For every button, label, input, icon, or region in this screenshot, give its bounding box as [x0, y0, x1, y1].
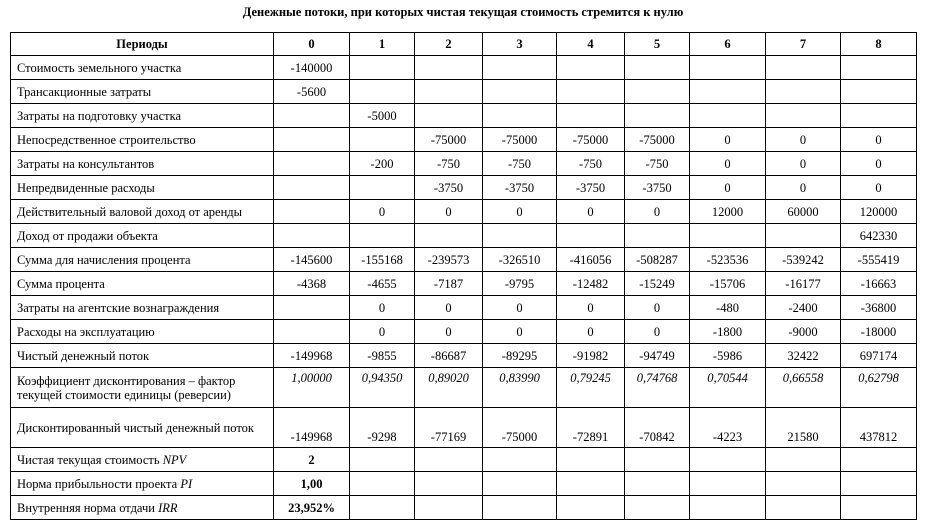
table-cell: -5600 [274, 80, 350, 104]
empty-cell [841, 448, 917, 472]
summary-value: 2 [274, 448, 350, 472]
table-cell: -140000 [274, 56, 350, 80]
table-row [11, 128, 917, 152]
table-cell [625, 80, 690, 104]
empty-cell [483, 448, 557, 472]
table-cell [690, 224, 766, 248]
table-cell: -155168 [350, 248, 415, 272]
table-cell: -36800 [841, 296, 917, 320]
table-cell: 0 [766, 152, 841, 176]
table-cell [483, 56, 557, 80]
table-row [11, 104, 917, 128]
table-cell: 0,83990 [483, 368, 557, 408]
table-cell: 0 [557, 320, 625, 344]
discount-factor-row [11, 368, 917, 408]
table-cell: -4368 [274, 272, 350, 296]
row-label: Непосредственное строительство [11, 128, 274, 152]
table-cell [766, 224, 841, 248]
table-cell: 0 [483, 200, 557, 224]
table-cell: 0 [350, 296, 415, 320]
table-cell [274, 224, 350, 248]
table-cell: 0 [841, 128, 917, 152]
summary-label-text: Чистая текущая стоимость [17, 452, 163, 467]
summary-value: 1,00 [274, 472, 350, 496]
header-period: 0 [274, 33, 350, 56]
table-cell: 437812 [841, 408, 917, 448]
table-cell: -15249 [625, 272, 690, 296]
header-periods: Периоды [11, 33, 274, 56]
table-cell [483, 104, 557, 128]
table-cell: 0 [557, 296, 625, 320]
table-row [11, 200, 917, 224]
empty-cell [557, 496, 625, 520]
table-cell: 0 [350, 200, 415, 224]
table-cell: -750 [415, 152, 483, 176]
table-cell: -5000 [350, 104, 415, 128]
summary-label-text: Внутренняя норма отдачи [17, 500, 159, 515]
row-label: Стоимость земельного участка [11, 56, 274, 80]
table-cell [350, 128, 415, 152]
table-cell: -16177 [766, 272, 841, 296]
table-cell: 0 [483, 320, 557, 344]
row-label: Сумма для начисления процента [11, 248, 274, 272]
table-cell: 642330 [841, 224, 917, 248]
table-cell: 120000 [841, 200, 917, 224]
table-cell [415, 80, 483, 104]
empty-cell [350, 472, 415, 496]
empty-cell [415, 448, 483, 472]
table-cell: 697174 [841, 344, 917, 368]
table-cell [766, 80, 841, 104]
table-cell [625, 224, 690, 248]
empty-cell [690, 472, 766, 496]
empty-cell [690, 496, 766, 520]
table-cell: 60000 [766, 200, 841, 224]
header-row [11, 33, 917, 56]
table-cell: -326510 [483, 248, 557, 272]
table-cell: -555419 [841, 248, 917, 272]
table-cell: -7187 [415, 272, 483, 296]
table-cell [350, 56, 415, 80]
table-cell [841, 104, 917, 128]
table-cell: -15706 [690, 272, 766, 296]
table-cell: -18000 [841, 320, 917, 344]
table-cell: -3750 [483, 176, 557, 200]
table-cell [274, 200, 350, 224]
table-cell: 0,89020 [415, 368, 483, 408]
table-cell: -9298 [350, 408, 415, 448]
table-cell: -145600 [274, 248, 350, 272]
table-row [11, 248, 917, 272]
summary-label-text: Норма прибыльности проекта [17, 476, 181, 491]
empty-cell [625, 496, 690, 520]
table-cell: -480 [690, 296, 766, 320]
empty-cell [415, 472, 483, 496]
empty-cell [690, 448, 766, 472]
empty-cell [841, 472, 917, 496]
cash-flow-table [10, 32, 917, 520]
table-cell [557, 104, 625, 128]
table-cell: -200 [350, 152, 415, 176]
table-cell: 0 [350, 320, 415, 344]
row-label: Трансакционные затраты [11, 80, 274, 104]
table-cell: 0 [557, 200, 625, 224]
table-cell [350, 176, 415, 200]
summary-label-abbr: PI [180, 476, 193, 491]
table-cell: 0 [415, 200, 483, 224]
table-cell [274, 104, 350, 128]
table-cell: -5986 [690, 344, 766, 368]
table-cell: 0 [415, 320, 483, 344]
summary-row [11, 448, 917, 472]
table-cell: -70842 [625, 408, 690, 448]
table-cell: -75000 [415, 128, 483, 152]
empty-cell [350, 448, 415, 472]
table-cell [557, 224, 625, 248]
header-period: 7 [766, 33, 841, 56]
table-cell: -86687 [415, 344, 483, 368]
table-row [11, 176, 917, 200]
table-title: Денежные потоки, при которых чистая текущая стоимость стремится к нулю [242, 5, 684, 19]
table-cell [415, 104, 483, 128]
table-cell [415, 224, 483, 248]
summary-label-abbr: IRR [158, 500, 178, 515]
table-cell [841, 80, 917, 104]
empty-cell [415, 496, 483, 520]
empty-cell [483, 496, 557, 520]
table-cell: 0,94350 [350, 368, 415, 408]
summary-label [11, 472, 274, 496]
table-cell [557, 80, 625, 104]
table-cell [766, 56, 841, 80]
table-cell: -750 [625, 152, 690, 176]
table-cell: -3750 [415, 176, 483, 200]
summary-value: 23,952% [274, 496, 350, 520]
table-cell: 32422 [766, 344, 841, 368]
table-cell: -94749 [625, 344, 690, 368]
table-cell [690, 80, 766, 104]
row-label: Расходы на эксплуатацию [11, 320, 274, 344]
table-cell: -3750 [625, 176, 690, 200]
table-row [11, 320, 917, 344]
summary-label-abbr: NPV [162, 452, 187, 467]
empty-cell [483, 472, 557, 496]
table-cell: 0 [841, 176, 917, 200]
table-row [11, 224, 917, 248]
table-cell: -9855 [350, 344, 415, 368]
table-row [11, 344, 917, 368]
table-cell [625, 104, 690, 128]
table-cell: 1,00000 [274, 368, 350, 408]
table-cell [841, 56, 917, 80]
table-cell: -149968 [274, 408, 350, 448]
table-cell: -89295 [483, 344, 557, 368]
table-cell: 0 [690, 152, 766, 176]
header-period: 4 [557, 33, 625, 56]
header-period: 8 [841, 33, 917, 56]
row-label: Дисконтированный чистый денежный поток [11, 408, 274, 448]
empty-cell [766, 472, 841, 496]
table-cell: 0 [483, 296, 557, 320]
table-body [11, 56, 917, 520]
row-label: Коэффициент дисконтирования – фактор текущей стоимости единицы (реверсии) [11, 368, 274, 408]
empty-cell [625, 448, 690, 472]
table-cell: -75000 [557, 128, 625, 152]
table-cell: -75000 [625, 128, 690, 152]
summary-row [11, 496, 917, 520]
row-label: Затраты на консультантов [11, 152, 274, 176]
table-row [11, 56, 917, 80]
table-cell: 0,62798 [841, 368, 917, 408]
empty-cell [766, 448, 841, 472]
header-period: 6 [690, 33, 766, 56]
table-row [11, 272, 917, 296]
table-cell [274, 296, 350, 320]
table-cell [483, 224, 557, 248]
table-cell: -91982 [557, 344, 625, 368]
table-row [11, 152, 917, 176]
table-cell: 0 [690, 128, 766, 152]
row-label: Доход от продажи объекта [11, 224, 274, 248]
summary-label [11, 496, 274, 520]
table-cell: -239573 [415, 248, 483, 272]
table-cell: -4223 [690, 408, 766, 448]
table-cell [625, 56, 690, 80]
empty-cell [625, 472, 690, 496]
table-row [11, 296, 917, 320]
table-cell: -523536 [690, 248, 766, 272]
table-row [11, 80, 917, 104]
table-cell [274, 176, 350, 200]
table-cell [690, 56, 766, 80]
table-cell: 0 [625, 200, 690, 224]
table-cell: -508287 [625, 248, 690, 272]
table-cell: 12000 [690, 200, 766, 224]
table-cell: -72891 [557, 408, 625, 448]
table-cell: 21580 [766, 408, 841, 448]
row-label: Затраты на агентские вознаграждения [11, 296, 274, 320]
table-cell: -75000 [483, 408, 557, 448]
row-label: Затраты на подготовку участка [11, 104, 274, 128]
table-cell: -539242 [766, 248, 841, 272]
empty-cell [557, 448, 625, 472]
summary-label [11, 448, 274, 472]
table-cell: 0 [625, 320, 690, 344]
table-cell: 0 [625, 296, 690, 320]
row-label: Чистый денежный поток [11, 344, 274, 368]
table-cell: -750 [557, 152, 625, 176]
table-cell: -750 [483, 152, 557, 176]
header-period: 2 [415, 33, 483, 56]
table-cell: -416056 [557, 248, 625, 272]
discounted-cash-flow-row [11, 408, 917, 448]
table-cell: 0,66558 [766, 368, 841, 408]
table-cell: -77169 [415, 408, 483, 448]
table-cell: -149968 [274, 344, 350, 368]
table-cell: 0,79245 [557, 368, 625, 408]
table-cell [483, 80, 557, 104]
summary-row [11, 472, 917, 496]
empty-cell [766, 496, 841, 520]
empty-cell [557, 472, 625, 496]
table-cell [350, 224, 415, 248]
table-cell: -4655 [350, 272, 415, 296]
table-cell [274, 128, 350, 152]
table-cell: -9000 [766, 320, 841, 344]
row-label: Сумма процента [11, 272, 274, 296]
table-cell: 0 [766, 128, 841, 152]
table-cell: -12482 [557, 272, 625, 296]
table-cell: -2400 [766, 296, 841, 320]
header-period: 1 [350, 33, 415, 56]
row-label: Действительный валовой доход от аренды [11, 200, 274, 224]
row-label: Непредвиденные расходы [11, 176, 274, 200]
table-cell: 0 [766, 176, 841, 200]
table-cell [415, 56, 483, 80]
table-cell [557, 56, 625, 80]
table-cell: 0,74768 [625, 368, 690, 408]
table-cell: -16663 [841, 272, 917, 296]
table-cell: -75000 [483, 128, 557, 152]
empty-cell [350, 496, 415, 520]
header-period: 3 [483, 33, 557, 56]
table-cell: 0 [415, 296, 483, 320]
table-cell [274, 320, 350, 344]
table-cell [690, 104, 766, 128]
table-cell: 0 [690, 176, 766, 200]
empty-cell [841, 496, 917, 520]
table-cell: -3750 [557, 176, 625, 200]
table-cell: -9795 [483, 272, 557, 296]
table-cell [766, 104, 841, 128]
table-cell [274, 152, 350, 176]
table-cell [350, 80, 415, 104]
table-cell: 0,70544 [690, 368, 766, 408]
table-cell: 0 [841, 152, 917, 176]
header-period: 5 [625, 33, 690, 56]
table-cell: -1800 [690, 320, 766, 344]
